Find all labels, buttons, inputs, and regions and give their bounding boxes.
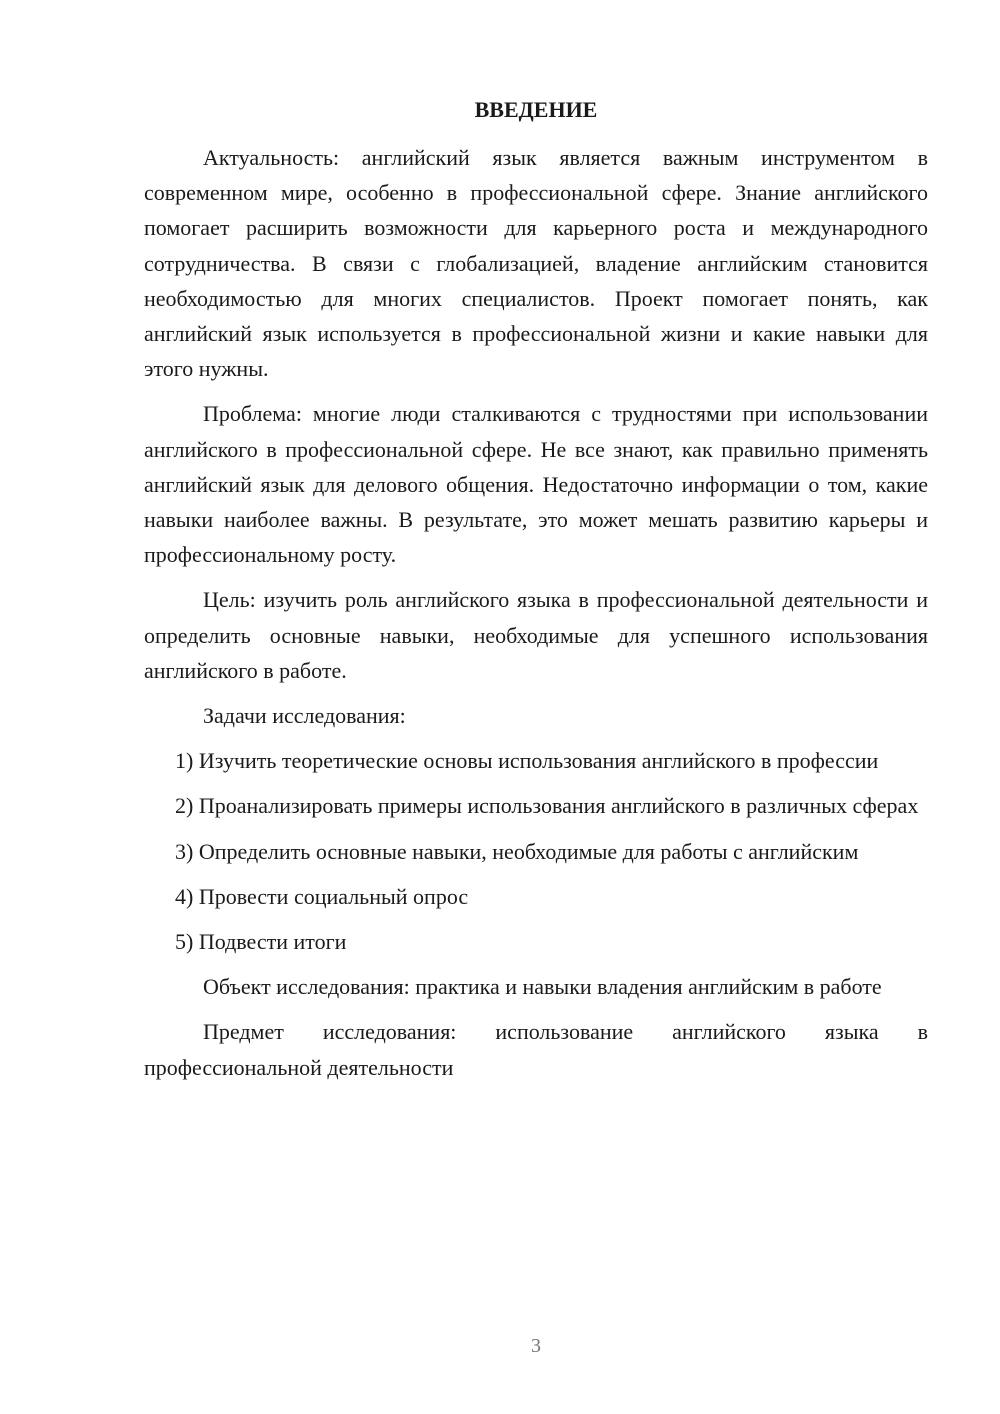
task-item: 3) Определить основные навыки, необходимые для работы с английским [175,838,859,864]
relevance-paragraph: Актуальность: английский язык является важным инструментом в современном мире, особенно в профессиональной сфере. Знание английского помогает расширить возможности для карьерного роста и международного сотрудничества. В связи с глобализацией, владение английским становится необходимостью для многих специалистов. Проект помогает понять, как английский язык используется в профессиональной жизни и какие навыки для этого нужны. [144,145,928,382]
page-title: ВВЕДЕНИЕ [474,97,598,122]
task-item: 5) Подвести итоги [175,929,347,955]
page-number: 3 [531,1335,541,1357]
task-item: 4) Провести социальный опрос [175,883,469,909]
tasks-heading: Задачи исследования: [203,703,406,729]
task-item: 2) Проанализировать примеры использования английского в различных сферах [175,793,919,819]
research-object-paragraph: Объект исследования: практика и навыки владения английским в работе [203,974,882,1000]
goal-paragraph: Цель: изучить роль английского языка в профессиональной деятельности и определить основные навыки, необходимые для успешного использования английского в работе. [144,587,928,683]
task-item: 1) Изучить теоретические основы использования английского в профессии [175,748,879,774]
research-subject-paragraph: Предмет исследования: использование английского языка в профессиональной деятельности [144,1019,928,1080]
problem-paragraph: Проблема: многие люди сталкиваются с трудностями при использовании английского в профессиональной сфере. Не все знают, как правильно применять английский язык для делового общения. Недостаточно информации о том, какие навыки наиболее важны. В результате, это может мешать развитию карьеры и профессиональному росту. [144,401,928,568]
page-content [144,95,928,1095]
